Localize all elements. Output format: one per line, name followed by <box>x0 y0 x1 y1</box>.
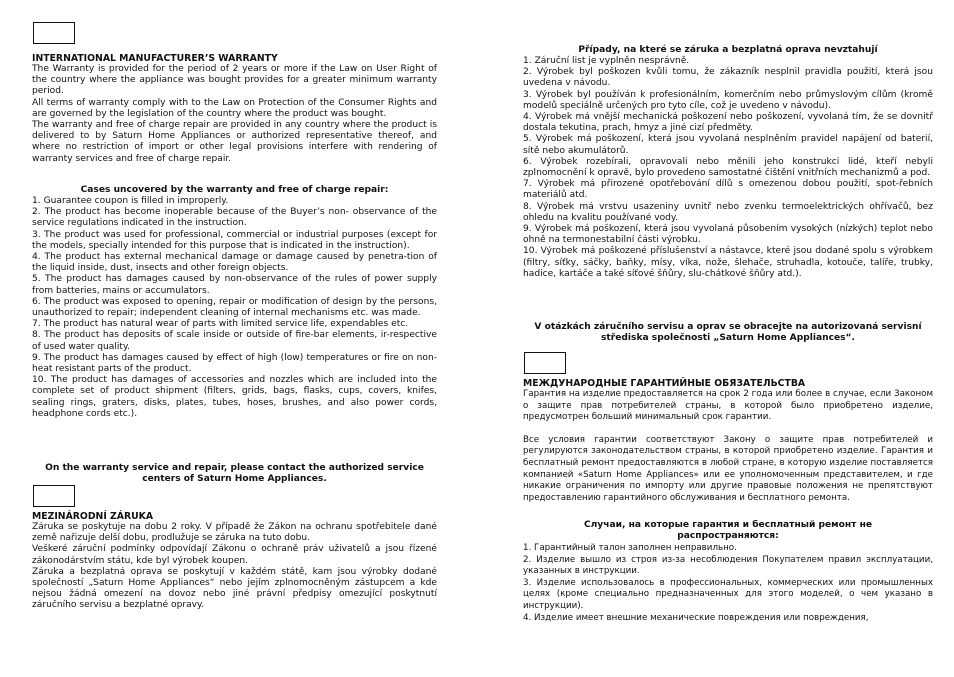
cz-cases-list <box>523 56 933 280</box>
ru-paragraph: Все условия гарантии соответствуют Закону о защите прав потребителей и регулируются законодательством страны, в которой приобретено изделие. Гарантия и бесплатный ремонт предоставляются в любой стране, в которую изделие поставляется компанией «Saturn Home Appliances» или ее уполномоченным представителем, и где никакие ограничения по импорту или другие правовые положения не препятствуют предоставлению гарантийного обслуживания и бесплатного ремонта. <box>523 434 933 503</box>
uncovered-cases-list <box>32 196 437 420</box>
list-item: 5. The product has damages caused by non-observance of the rules of power supply from batteries, mains or accumulators. <box>32 274 437 296</box>
intl-paragraph: The Warranty is provided for the period of 2 years or more if the Law on User Right of the country where the appliance was bought provides for a greater minimum warranty period. <box>32 64 437 97</box>
list-item: 6. Výrobek rozebírali, opravovali nebo měnili jeho konstrukci lidé, kteří nebyli zplnomocnění k opravě, bylo provedeno samostatné čištění vnitřních mechanizmů a pod. <box>523 156 933 179</box>
ru-cases-heading: Случаи, на которые гарантия и бесплатный ремонт не распространяются: <box>583 520 873 542</box>
list-item: 4. Výrobek má vnější mechanická poškození nebo poškození, vyvolaná tím, že se dovnitř dostala tekutina, prach, hmyz a jiné cizí předměty. <box>523 112 933 134</box>
cz-warranty-text <box>32 522 437 612</box>
list-item: 3. Výrobek byl používán k profesionálním, komerčním nebo průmyslovým cílům (kromě modelů speciálně určených pro tyto cíle, což je uvedeno v návodu). <box>523 89 933 111</box>
cz-paragraph: Záruka a bezplatná oprava se poskytují v každém státě, kam jsou výrobky dodané společností „Saturn Home Appliances“ nebo jejím zplnomocněným zástupcem a kde nejsou žádná omezení na dovoz nebo jiné právní předpisy omezující poskytnutí záručního servisu a bezplatné opravy. <box>32 566 437 611</box>
cz-paragraph: Záruka se poskytuje na dobu 2 roky. V případě že Zákon na ochranu spotřebitele dané země nařizuje delší dobu, prodlužuje se záruka na tuto dobu. <box>32 522 437 544</box>
list-item: 9. The product has damages caused by effect of high (low) temperatures or fire on non-heat resistant parts of the product. <box>32 352 437 375</box>
list-item: 2. Výrobek byl poškozen kvůli tomu, že zákazník nesplnil pravidla použití, která jsou uvedena v návodu. <box>523 67 933 89</box>
cz-paragraph: Veškeré záruční podmínky odpovídají Zákonu o ochraně práv uživatelů a jsou řízené zákonodárstvím státu, kde byl výrobek koupen. <box>32 544 437 566</box>
list-item: 3. The product was used for professional, commercial or industrial purposes (except for the models, specially intended for this purpose that is indicated in the instruction). <box>32 229 437 251</box>
list-item: 4. Изделие имеет внешние механические повреждения или повреждения, <box>523 612 869 623</box>
list-item: 8. Výrobek má vrstvu usazeniny uvnitř nebo zvenku termoelektrických ohřívačů, bez ohledu na kvalitu používané vody. <box>523 201 933 223</box>
cz-cases-heading: Případy, na které se záruka a bezplatná oprava nevztahují <box>578 45 878 55</box>
ru-paragraph: Гарантия на изделие предоставляется на срок 2 года или более в случае, если Законом о защите прав потребителей страны, в которой было приобретено изделие, предусмотрен больший минимальный срок гарантии. <box>523 389 933 423</box>
intl-warranty-text <box>32 64 437 165</box>
list-item: 1. Guarantee coupon is filled in improperly. <box>32 196 229 206</box>
list-item: 6. The product was exposed to opening, repair or modification of design by the persons, unauthorized to repair; independent cleaning of internal mechanisms etc. was made. <box>32 296 437 319</box>
language-flag-box-cz <box>33 485 75 507</box>
cz-warranty-heading: MEZINÁRODNÍ ZÁRUKA <box>32 511 154 522</box>
language-flag-box-en <box>33 22 75 44</box>
ru-cases-list <box>523 543 933 624</box>
intl-paragraph: All terms of warranty comply with to the Law on Protection of the Consumer Rights and are governed by the legislation of the country where the product was bought. <box>32 97 437 119</box>
language-flag-box-ru <box>524 352 566 374</box>
list-item: 2. Изделие вышло из строя из-за несоблюдения Покупателем правил эксплуатации, указанных в инструкции. <box>523 554 933 577</box>
list-item: 10. Výrobek má poškozené příslušenství a nástavce, které jsou dodané spolu s výrobkem (filtry, síťky, sáčky, baňky, mísy, víka, nože, šlehače, struhadla, kotouče, talíře, trubky, hadice, kartáče a také síťové šňůry, slu-chátkové šňůry atd.). <box>523 246 933 279</box>
contact-service-note: On the warranty service and repair, please contact the authorized service centers of Saturn Home Appliances. <box>45 463 424 485</box>
list-item: 1. Гарантийный талон заполнен неправильно. <box>523 543 737 553</box>
list-item: 8. The product has deposits of scale inside or outside of fire-bar elements, ir-respective of used water quality. <box>32 330 437 352</box>
uncovered-cases-heading: Cases uncovered by the warranty and free of charge repair: <box>80 185 389 195</box>
cz-contact-note: V otázkách záručního servisu a oprav se obracejte na autorizovaná servisní střediska společnosti „Saturn Home Appliances“. <box>534 322 922 344</box>
list-item: 2. The product has become inoperable because of the Buyer’s non- observance of the service regulations indicated in the instruction. <box>32 207 437 229</box>
ru-warranty-heading: МЕЖДУНАРОДНЫЕ ГАРАНТИЙНЫЕ ОБЯЗАТЕЛЬСТВА <box>523 378 806 389</box>
intl-warranty-heading: INTERNATIONAL MANUFACTURER’S WARRANTY <box>32 53 278 64</box>
list-item: 7. The product has natural wear of parts with limited service life, expendables etc. <box>32 319 409 330</box>
list-item: 4. The product has external mechanical damage or damage caused by penetra-tion of the liquid inside, dust, insects and other foreign objects. <box>32 252 437 274</box>
ru-warranty-text <box>523 389 933 504</box>
intl-paragraph: The warranty and free of charge repair are provided in any country where the product is delivered to by Saturn Home Appliances or authorized representative thereof, and where no restriction of import or other legal provisions interfere with rendering of warranty services and free of charge repair. <box>32 120 437 164</box>
list-item: 1. Záruční list je vyplněn nesprávně. <box>523 56 690 66</box>
list-item: 3. Изделие использовалось в профессиональных, коммерческих или промышленных целях (кроме специально предназначенных для этого моделей, о чем указано в инструкции). <box>523 577 933 611</box>
list-item: 5. Výrobek má poškození, která jsou vyvolaná nesplněním pravidel napájení od baterií, sítě nebo akumulátorů. <box>523 134 933 156</box>
list-item: 7. Výrobek má přirozené opotřebování dílů s omezenou dobou použití, spot-řebních materiálů atd. <box>523 179 933 201</box>
list-item: 10. The product has damages of accessories and nozzles which are included into the complete set of product shipment (filters, grids, bags, flasks, cups, covers, knifes, sealing rings, graters, disks, plates, tubes, hoses, brushes, and also power cords, headphone cords etc.). <box>32 375 437 419</box>
list-item: 9. Výrobek má poškození, která jsou vyvolaná působením vysokých (nízkých) teplot nebo ohně na termonestabilní části výrobku. <box>523 224 933 246</box>
